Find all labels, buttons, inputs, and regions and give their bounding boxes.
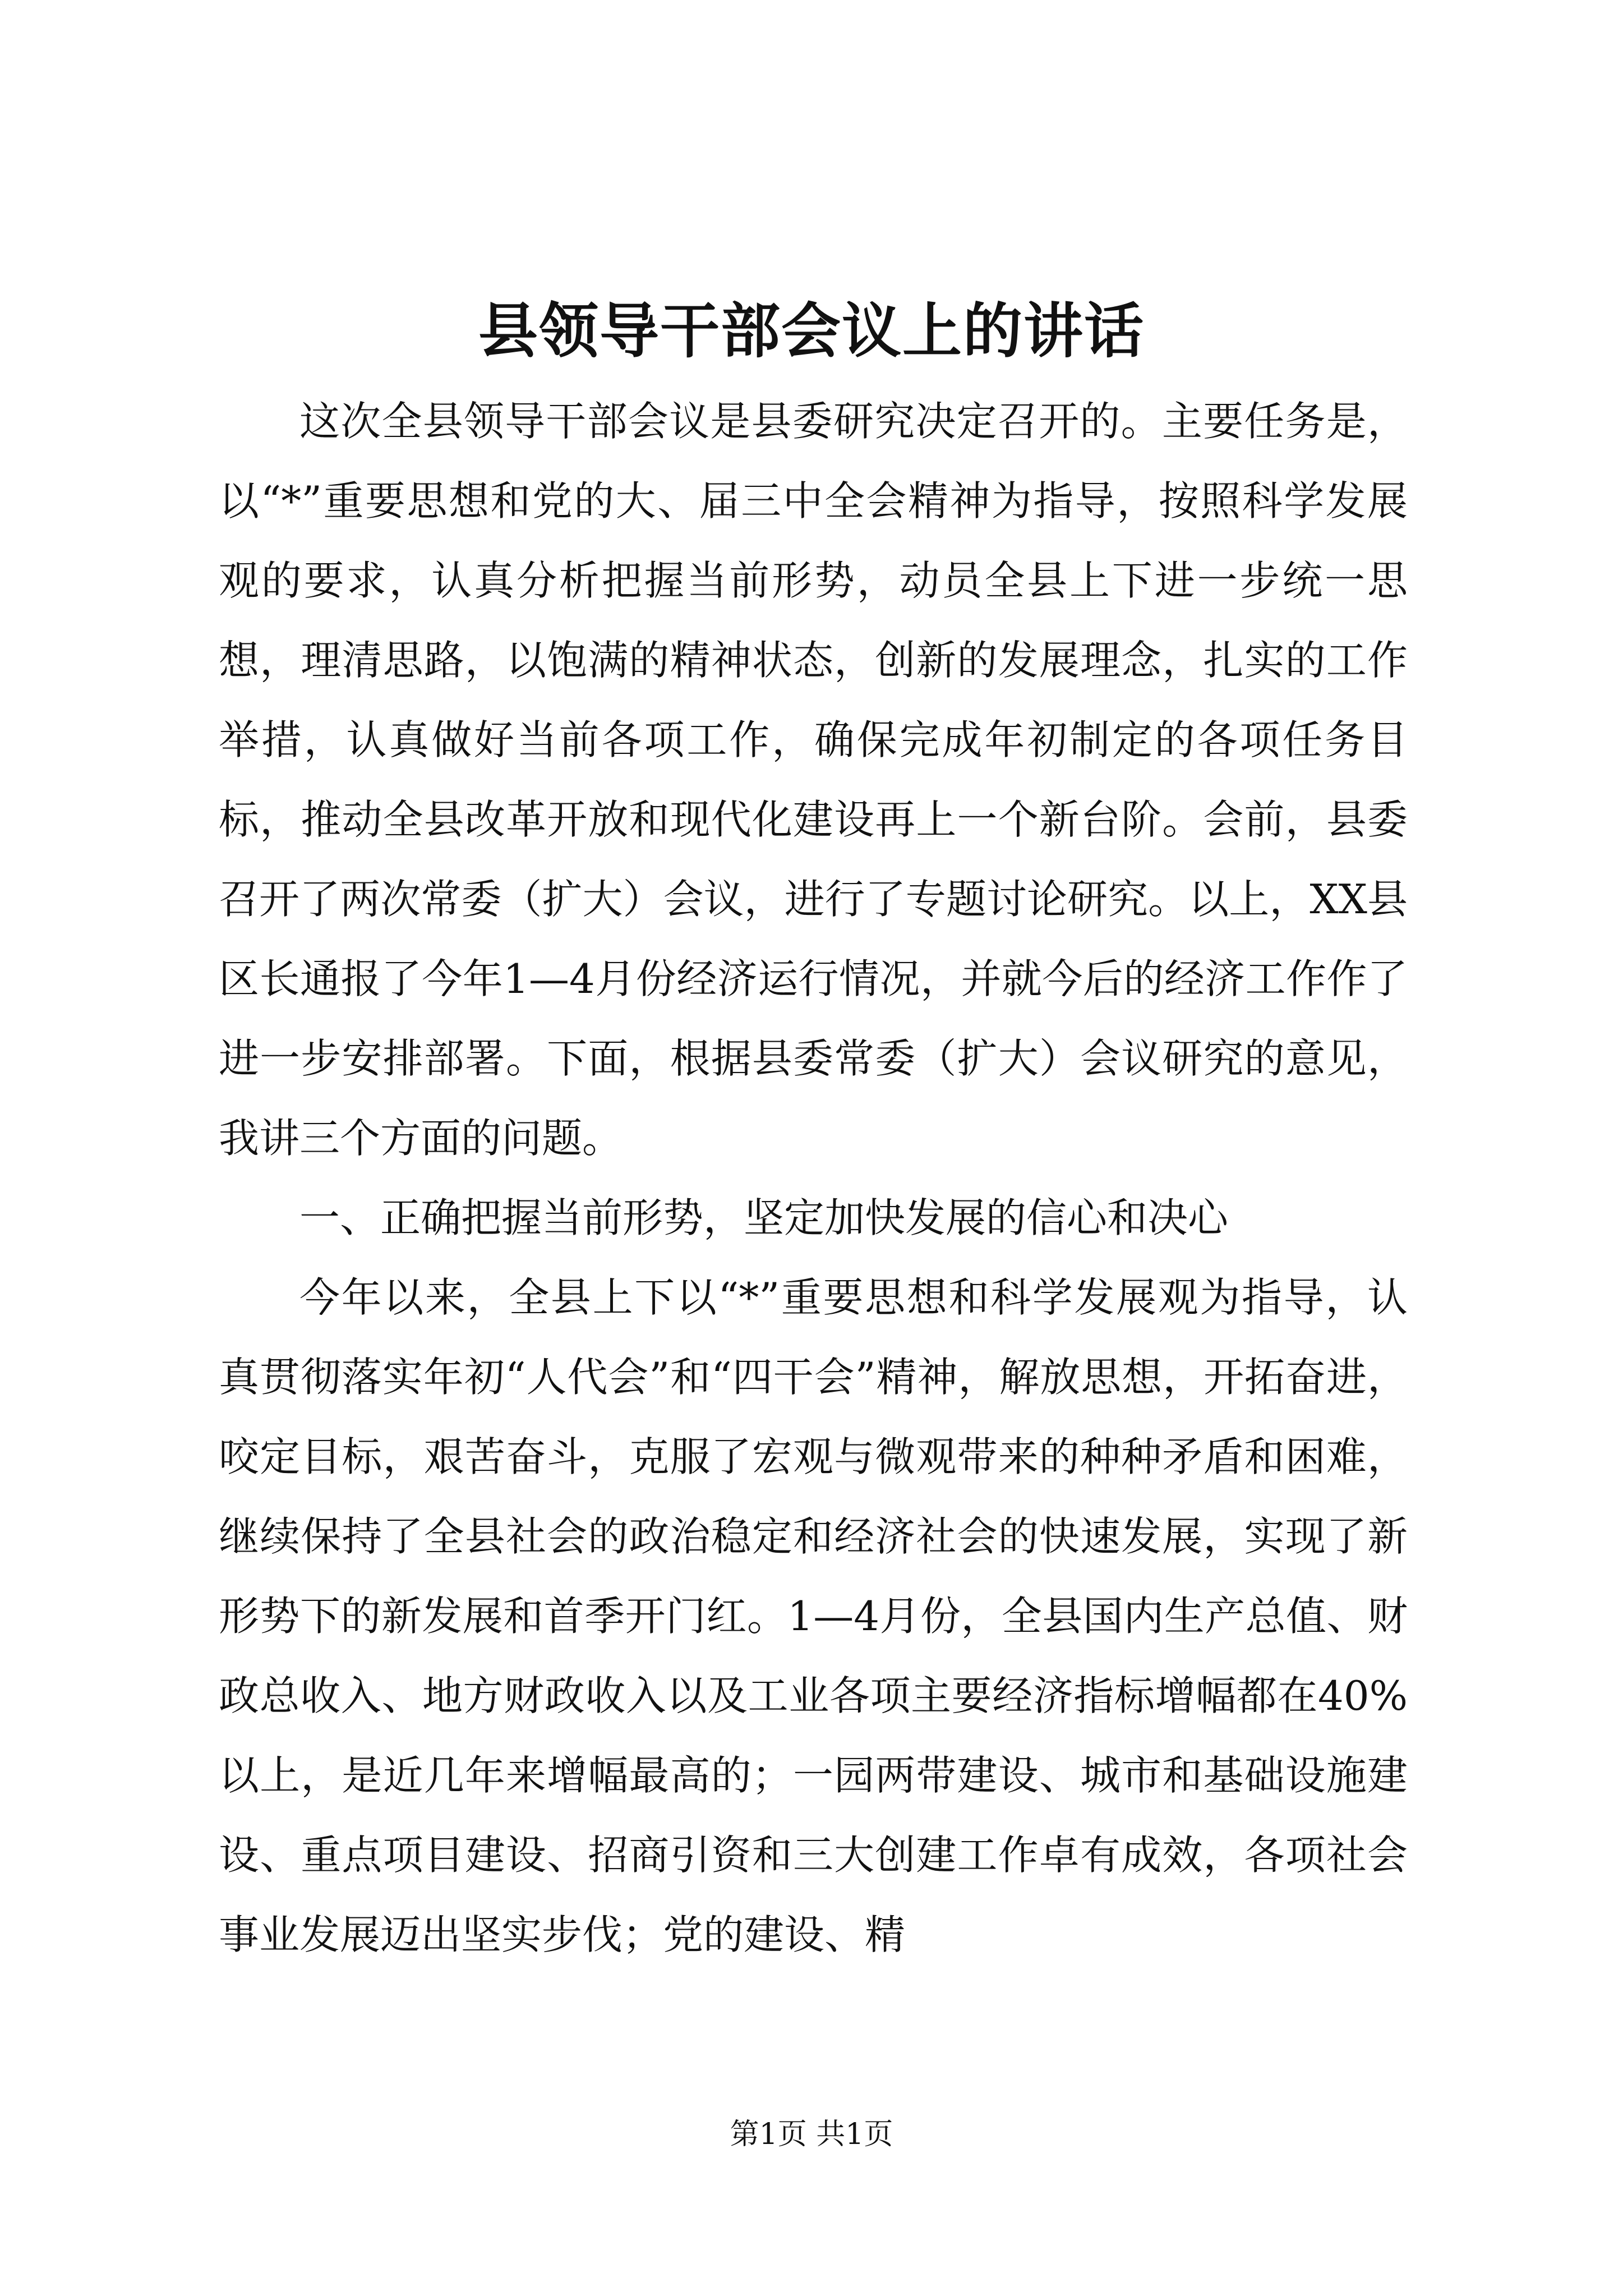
page-number-footer: 第1页 共1页	[730, 2118, 893, 2151]
section-heading-1: 一、正确把握当前形势，坚定加快发展的信心和决心	[299, 1194, 1229, 1241]
document-body	[219, 381, 1408, 1975]
document-title: 县领导干部会议上的讲话	[478, 296, 1145, 366]
paragraph-intro: 这次全县领导干部会议是县委研究决定召开的。主要任务是，以“*”重要思想和党的大、届三中全会精神为指导，按照科学发展观的要求，认真分析把握当前形势，动员全县上下进一步统一思想，理清思路，以饱满的精神状态，创新的发展理念，扎实的工作举措，认真做好当前各项工作，确保完成年初制定的各项任务目标，推动全县改革开放和现代化建设再上一个新台阶。会前，县委召开了两次常委（扩大）会议，进行了专题讨论研究。以上，XX县区长通报了今年1—4月份经济运行情况，并就今后的经济工作作了进一步安排部署。下面，根据县委常委（扩大）会议研究的意见，我讲三个方面的问题。	[219, 398, 1408, 1162]
paragraph-situation: 今年以来，全县上下以“*”重要思想和科学发展观为指导，认真贯彻落实年初“人代会”和“四干会”精神，解放思想，开拓奋进，咬定目标，艰苦奋斗，克服了宏观与微观带来的种种矛盾和困难，继续保持了全县社会的政治稳定和经济社会的快速发展，实现了新形势下的新发展和首季开门红。1—4月份，全县国内生产总值、财政总收入、地方财政收入以及工业各项主要经济指标增幅都在40%以上，是近几年来增幅最高的；一园两带建设、城市和基础设施建设、重点项目建设、招商引资和三大创建工作卓有成效，各项社会事业发展迈出坚实步伐；党的建设、精	[219, 1274, 1408, 1958]
